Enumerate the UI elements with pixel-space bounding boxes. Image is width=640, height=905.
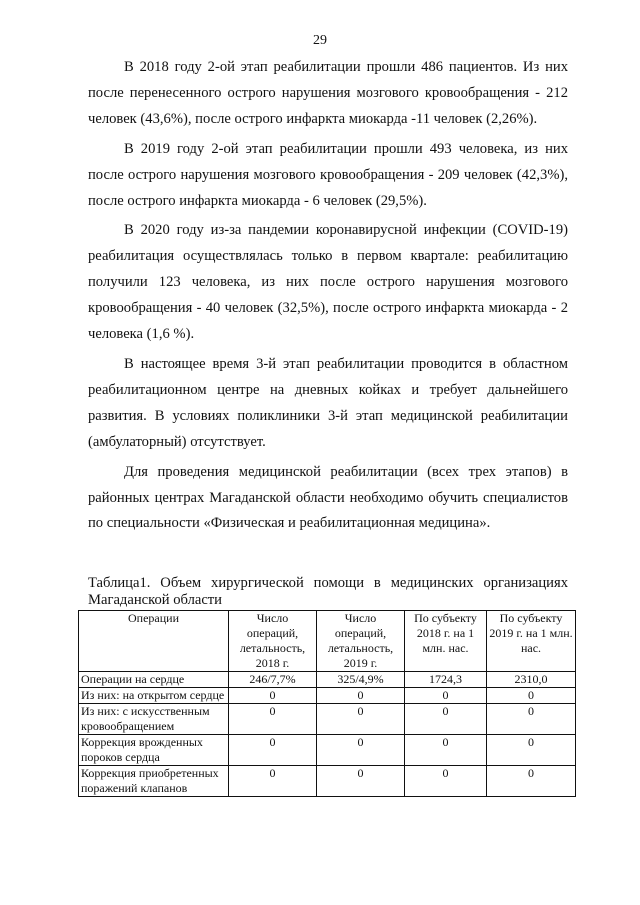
- surgery-volume-table: [78, 610, 576, 797]
- table-cell: 0: [317, 735, 405, 766]
- table-cell: 0: [317, 704, 405, 735]
- table-cell: 0: [487, 735, 576, 766]
- column-header: Операции: [79, 611, 229, 672]
- column-header: Число операций, летальность, 2019 г.: [317, 611, 405, 672]
- paragraph: Для проведения медицинской реабилитации (всех трех этапов) в районных центрах Магаданской области необходимо обучить специалистов по специальности «Физическая и реабилитационная медицина».: [88, 463, 568, 532]
- paragraph: В 2018 году 2-ой этап реабилитации прошли 486 пациентов. Из них после перенесенного острого нарушения мозгового кровообращения - 212 человек (43,6%), после острого инфаркта миокарда -11 человек (2,26%).: [88, 59, 568, 127]
- table-cell: 0: [487, 766, 576, 797]
- table-row: [79, 672, 576, 688]
- table-cell: 0: [229, 704, 317, 735]
- table-cell: 0: [405, 735, 487, 766]
- paragraph: В 2019 году 2-ой этап реабилитации прошли 493 человека, из них после острого нарушения мозгового кровообращения - 209 человек (42,3%), после острого инфаркта миокарда - 6 человек (29,5%).: [88, 140, 568, 209]
- table-cell: 0: [229, 766, 317, 797]
- table-cell: 0: [229, 735, 317, 766]
- body-text: [88, 55, 568, 537]
- table-cell: 0: [405, 704, 487, 735]
- table-cell: 0: [487, 688, 576, 704]
- column-header: По субъекту 2019 г. на 1 млн. нас.: [487, 611, 576, 672]
- table-row: [79, 704, 576, 735]
- table-cell: 0: [405, 688, 487, 704]
- table-row: [79, 766, 576, 797]
- table-cell: 0: [317, 766, 405, 797]
- table-header-row: [79, 611, 576, 672]
- table-cell: 0: [405, 766, 487, 797]
- table-cell: Из них: на открытом сердце: [79, 688, 229, 704]
- table-row: [79, 735, 576, 766]
- table-cell: 0: [229, 688, 317, 704]
- table-caption: Таблица1. Объем хирургической помощи в медицинских организациях Магаданской области: [88, 575, 568, 608]
- table-cell: 0: [487, 704, 576, 735]
- table-cell: 325/4,9%: [317, 672, 405, 688]
- table-cell: 1724,3: [405, 672, 487, 688]
- page-number: 29: [313, 33, 327, 48]
- table-cell: Операции на сердце: [79, 672, 229, 688]
- table-cell: 246/7,7%: [229, 672, 317, 688]
- table-cell: Из них: с искусственным кровообращением: [79, 704, 229, 735]
- paragraph: В настоящее время 3-й этап реабилитации проводится в областном реабилитационном центре на дневных койках и требует дальнейшего развития. В условиях поликлиники 3-й этап медицинской реабилитации (амбулаторный) отсутствует.: [88, 355, 568, 450]
- table-cell: Коррекция приобретенных поражений клапанов: [79, 766, 229, 797]
- table-row: [79, 688, 576, 704]
- paragraph: В 2020 году из-за пандемии коронавирусной инфекции (COVID-19) реабилитация осуществлялась только в первом квартале: реабилитацию получили 123 человека, из них после острого нарушения мозгового кровообращения - 40 человек (32,5%), после острого инфаркта миокарда - 2 человека (1,6 %).: [88, 222, 568, 343]
- table-cell: Коррекция врожденных пороков сердца: [79, 735, 229, 766]
- table-cell: 2310,0: [487, 672, 576, 688]
- column-header: По субъекту 2018 г. на 1 млн. нас.: [405, 611, 487, 672]
- table-cell: 0: [317, 688, 405, 704]
- column-header: Число операций, летальность, 2018 г.: [229, 611, 317, 672]
